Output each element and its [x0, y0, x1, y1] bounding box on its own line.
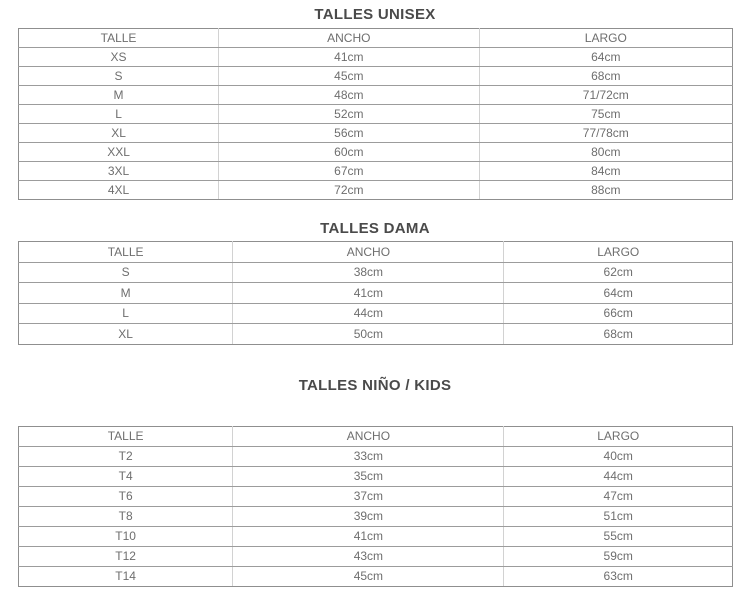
column-header: LARGO: [479, 29, 732, 48]
table-title-kids: TALLES NIÑO / KIDS: [298, 376, 452, 394]
table-cell: 3XL: [19, 162, 219, 181]
size-charts-page: [0, 6, 750, 612]
table-cell: 59cm: [504, 546, 733, 566]
table-cell: 71/72cm: [479, 86, 732, 105]
table-row: [19, 566, 733, 586]
table-row: [19, 262, 733, 283]
table-cell: 77/78cm: [479, 124, 732, 143]
table-cell: 88cm: [479, 181, 732, 200]
table-cell: 62cm: [504, 262, 733, 283]
table-cell: 84cm: [479, 162, 732, 181]
table-cell: T8: [19, 506, 233, 526]
table-cell: 72cm: [219, 181, 480, 200]
table-cell: 35cm: [233, 466, 504, 486]
table-cell: 56cm: [219, 124, 480, 143]
table-row: [19, 162, 733, 181]
table-row: [19, 67, 733, 86]
table-row: [19, 546, 733, 566]
column-header: TALLE: [19, 426, 233, 446]
table-cell: 50cm: [233, 324, 504, 345]
table-cell: 67cm: [219, 162, 480, 181]
table-cell: S: [19, 262, 233, 283]
table-cell: XL: [19, 124, 219, 143]
table-cell: 75cm: [479, 105, 732, 124]
table-cell: XXL: [19, 143, 219, 162]
table-cell: 44cm: [233, 303, 504, 324]
kids-size-table: [18, 426, 733, 587]
table-cell: 66cm: [504, 303, 733, 324]
table-cell: 80cm: [479, 143, 732, 162]
table-cell: T6: [19, 486, 233, 506]
table-cell: 45cm: [219, 67, 480, 86]
table-cell: 37cm: [233, 486, 504, 506]
table-cell: 39cm: [233, 506, 504, 526]
column-header: LARGO: [504, 426, 733, 446]
table-title-unisex: TALLES UNISEX: [314, 6, 436, 23]
table-header-row: [19, 426, 733, 446]
unisex-size-table: [18, 28, 733, 200]
table-cell: 55cm: [504, 526, 733, 546]
table-cell: 60cm: [219, 143, 480, 162]
table-cell: T14: [19, 566, 233, 586]
table-cell: 47cm: [504, 486, 733, 506]
table-cell: 63cm: [504, 566, 733, 586]
table-cell: S: [19, 67, 219, 86]
table-cell: L: [19, 303, 233, 324]
table-cell: T10: [19, 526, 233, 546]
table-cell: 33cm: [233, 446, 504, 466]
table-cell: 44cm: [504, 466, 733, 486]
column-header: LARGO: [504, 242, 733, 263]
table-cell: 64cm: [504, 283, 733, 304]
table-row: [19, 486, 733, 506]
table-cell: M: [19, 283, 233, 304]
table-cell: 43cm: [233, 546, 504, 566]
table-cell: 41cm: [219, 48, 480, 67]
table-cell: 41cm: [233, 526, 504, 546]
table-cell: 45cm: [233, 566, 504, 586]
table-cell: 38cm: [233, 262, 504, 283]
table-row: [19, 124, 733, 143]
column-header: TALLE: [19, 242, 233, 263]
table-row: [19, 48, 733, 67]
table-cell: 68cm: [479, 67, 732, 86]
table-row: [19, 283, 733, 304]
column-header: TALLE: [19, 29, 219, 48]
table-cell: 4XL: [19, 181, 219, 200]
table-row: [19, 446, 733, 466]
table-cell: 68cm: [504, 324, 733, 345]
table-row: [19, 143, 733, 162]
table-cell: T4: [19, 466, 233, 486]
table-cell: T12: [19, 546, 233, 566]
table-cell: T2: [19, 446, 233, 466]
column-header: ANCHO: [219, 29, 480, 48]
table-title-dama: TALLES DAMA: [320, 220, 430, 237]
column-header: ANCHO: [233, 426, 504, 446]
table-cell: 52cm: [219, 105, 480, 124]
table-row: [19, 105, 733, 124]
table-cell: XL: [19, 324, 233, 345]
table-row: [19, 526, 733, 546]
table-row: [19, 466, 733, 486]
table-cell: XS: [19, 48, 219, 67]
dama-size-table: [18, 241, 733, 345]
table-header-row: [19, 29, 733, 48]
table-row: [19, 324, 733, 345]
table-cell: 64cm: [479, 48, 732, 67]
table-cell: 51cm: [504, 506, 733, 526]
table-row: [19, 506, 733, 526]
table-cell: 40cm: [504, 446, 733, 466]
table-row: [19, 181, 733, 200]
table-header-row: [19, 242, 733, 263]
table-row: [19, 303, 733, 324]
table-cell: 41cm: [233, 283, 504, 304]
table-cell: L: [19, 105, 219, 124]
table-cell: 48cm: [219, 86, 480, 105]
column-header: ANCHO: [233, 242, 504, 263]
table-row: [19, 86, 733, 105]
table-cell: M: [19, 86, 219, 105]
